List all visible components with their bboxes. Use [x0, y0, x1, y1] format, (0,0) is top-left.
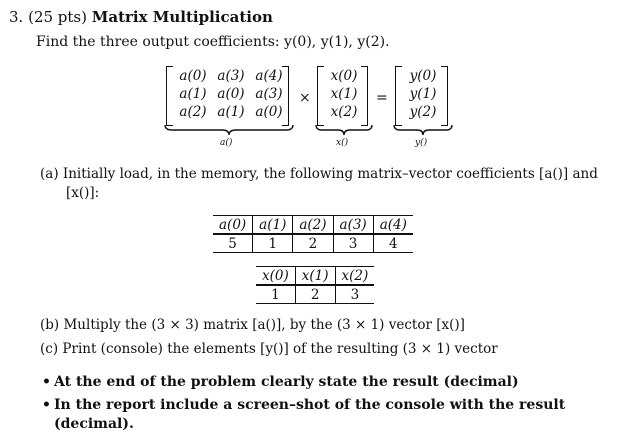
- table-header-cell: a(4): [373, 216, 413, 235]
- matrix-cell: a(1): [179, 86, 207, 102]
- part-a-text-cont: [x()]:: [66, 185, 100, 201]
- vector-x-cells: [325, 68, 363, 121]
- matrix-a: [160, 66, 294, 126]
- table-value-cell: 3: [333, 234, 373, 253]
- vector-x: [313, 66, 373, 126]
- matrix-a-cells: [174, 68, 288, 121]
- right-bracket: [361, 66, 368, 126]
- right-bracket: [282, 66, 289, 126]
- table-header-cell: a(1): [253, 216, 293, 235]
- matrix-cell: a(4): [255, 68, 283, 84]
- vector-y-cell: y(0): [409, 68, 437, 84]
- times-symbol: ×: [299, 90, 311, 106]
- part-b: [40, 316, 465, 335]
- vector-y-cell: y(1): [409, 86, 437, 102]
- vector-x-cell: x(1): [330, 86, 358, 102]
- bullet-item: [42, 396, 594, 434]
- table-header-cell: a(3): [333, 216, 373, 235]
- part-c: [40, 340, 498, 359]
- table-value-cell: 3: [335, 285, 374, 304]
- table-value-cell: 2: [293, 234, 333, 253]
- part-b-label: (b): [40, 317, 60, 333]
- matrix-cell: a(0): [217, 86, 245, 102]
- vector-y-cells: [403, 68, 443, 121]
- table-x: [256, 266, 374, 304]
- bullet-text-cont: (decimal).: [54, 416, 134, 432]
- problem-title: [9, 8, 273, 26]
- part-b-text: Multiply the (3 × 3) matrix [a()], by the (3 × 1) vector [x()]: [63, 317, 465, 333]
- matrix-cell: a(3): [255, 86, 283, 102]
- left-bracket: [166, 66, 173, 126]
- matrix-cell: a(0): [179, 68, 207, 84]
- table-value-cell: 1: [253, 234, 293, 253]
- vector-x-cell: x(0): [330, 68, 358, 84]
- table-header-cell: a(2): [293, 216, 333, 235]
- table-a-header-row: [213, 216, 413, 235]
- table-header-cell: x(0): [256, 267, 295, 286]
- label-x: x(): [336, 138, 349, 148]
- part-a: [40, 165, 610, 203]
- table-x-header-row: [256, 267, 374, 286]
- table-value-cell: 2: [295, 285, 335, 304]
- table-x-value-row: [256, 285, 374, 304]
- problem-prompt: Find the three output coefficients: y(0), y(1), y(2).: [36, 34, 390, 50]
- bullet-dot-icon: •: [42, 374, 51, 390]
- table-a-value-row: [213, 234, 413, 253]
- table-value-cell: 4: [373, 234, 413, 253]
- table-header-cell: x(2): [335, 267, 374, 286]
- left-bracket: [317, 66, 324, 126]
- matrix-cell: a(3): [217, 68, 245, 84]
- label-a: a(): [220, 138, 233, 148]
- bullet-text: At the end of the problem clearly state the result (decimal): [54, 374, 519, 390]
- table-header-cell: a(0): [213, 216, 253, 235]
- bullet-text: In the report include a screen–shot of the console with the result: [54, 397, 566, 413]
- left-bracket: [395, 66, 402, 126]
- label-y: y(): [415, 138, 428, 148]
- table-a: [213, 215, 413, 253]
- underbrace-a: [164, 124, 294, 136]
- matrix-cell: a(0): [255, 104, 283, 120]
- matrix-cell: a(1): [217, 104, 245, 120]
- part-a-label: (a): [40, 166, 59, 182]
- right-bracket: [441, 66, 448, 126]
- problem-points: (25 pts): [28, 8, 87, 26]
- part-c-label: (c): [40, 341, 59, 357]
- bullet-item: [42, 373, 519, 392]
- vector-y-cell: y(2): [409, 104, 437, 120]
- problem-heading: Matrix Multiplication: [91, 8, 273, 26]
- vector-y: [391, 66, 453, 126]
- underbrace-y: [393, 124, 453, 136]
- vector-x-cell: x(2): [330, 104, 358, 120]
- equals-symbol: =: [376, 90, 388, 106]
- problem-number: 3.: [9, 8, 24, 26]
- table-value-cell: 5: [213, 234, 253, 253]
- bullet-dot-icon: •: [42, 397, 51, 413]
- table-value-cell: 1: [256, 285, 295, 304]
- underbrace-x: [315, 124, 373, 136]
- table-header-cell: x(1): [295, 267, 335, 286]
- part-c-text: Print (console) the elements [y()] of the resulting (3 × 1) vector: [62, 341, 498, 357]
- part-a-text: Initially load, in the memory, the following matrix–vector coefficients [a()] and: [62, 166, 598, 182]
- matrix-cell: a(2): [179, 104, 207, 120]
